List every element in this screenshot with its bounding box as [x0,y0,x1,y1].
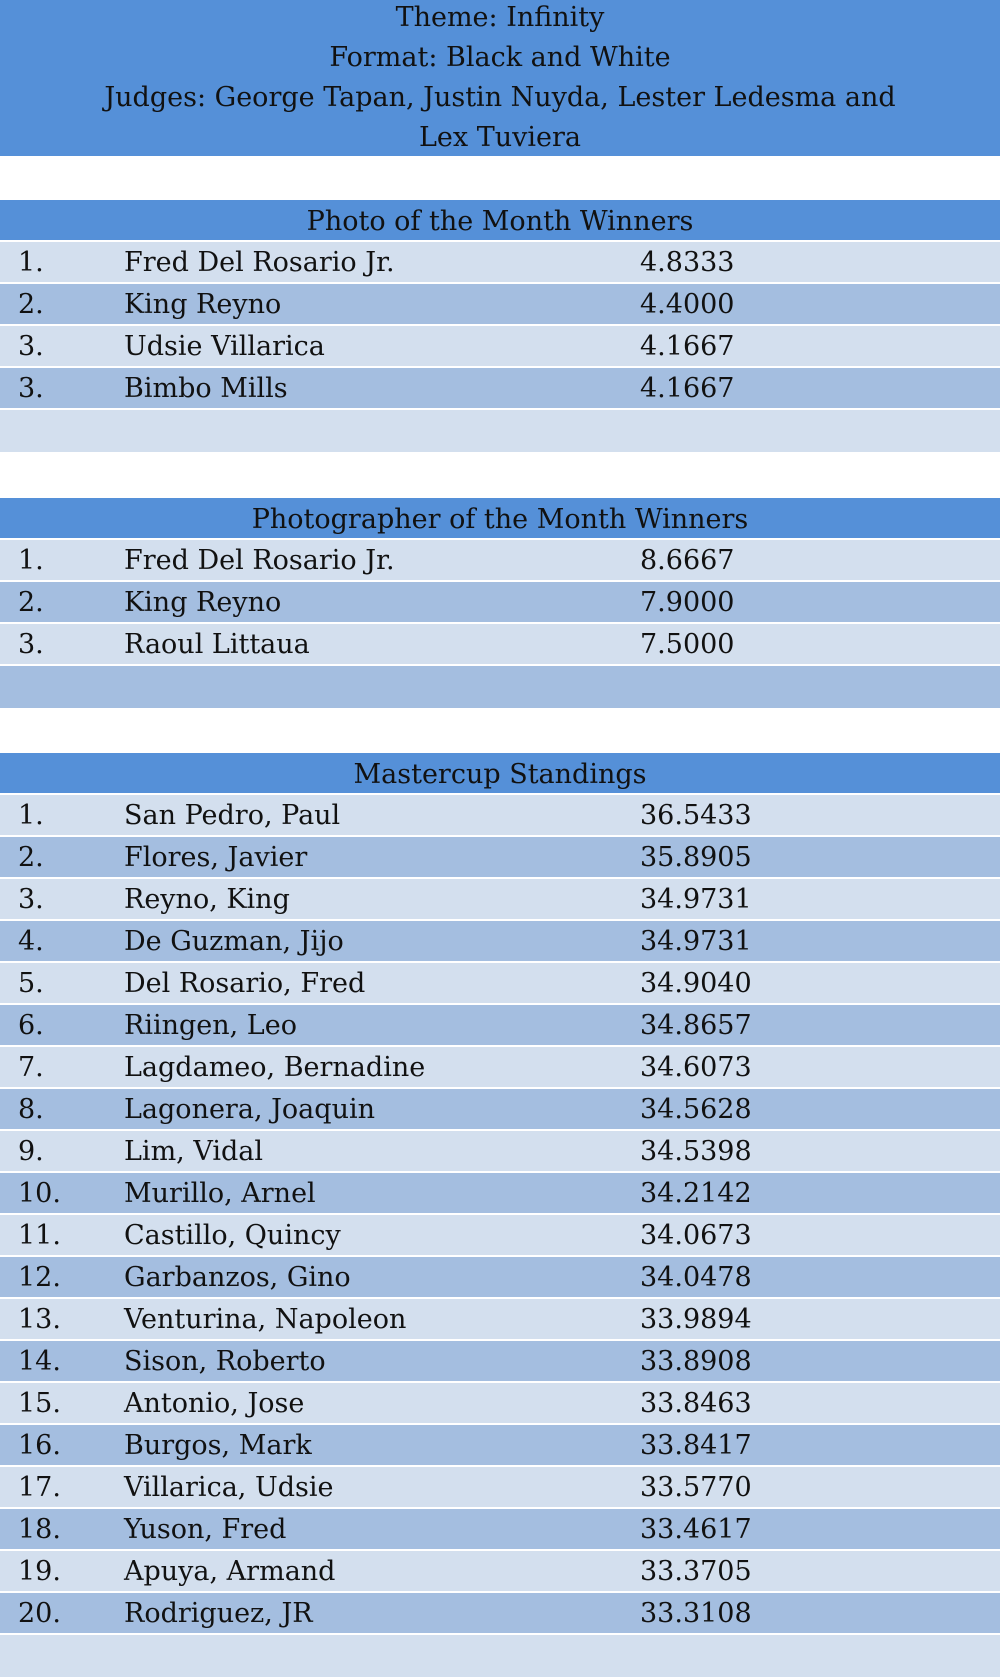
photographer-of-month-title: Photographer of the Month Winners [0,498,1000,540]
rank-cell: 1. [18,545,44,576]
table-row [0,368,1000,410]
name-cell: Yuson, Fred [124,1514,287,1545]
mastercup-rows [0,795,1000,1635]
rank-cell: 19. [18,1556,61,1587]
name-cell: Garbanzos, Gino [124,1262,351,1293]
table-row [0,1341,1000,1383]
rank-cell: 3. [18,331,44,362]
table-row [0,963,1000,1005]
table-row [0,1173,1000,1215]
score-cell: 33.4617 [640,1514,752,1545]
table-row [0,1299,1000,1341]
rank-cell: 18. [18,1514,61,1545]
score-cell: 4.1667 [640,331,735,362]
photo-of-month-title: Photo of the Month Winners [0,200,1000,242]
rank-cell: 1. [18,800,44,831]
name-cell: Sison, Roberto [124,1346,326,1377]
score-cell: 34.2142 [640,1178,752,1209]
score-cell: 34.8657 [640,1010,752,1041]
table-filler-row [0,410,1000,452]
rank-cell: 12. [18,1262,61,1293]
name-cell: Lim, Vidal [124,1136,264,1167]
score-cell: 33.3108 [640,1598,752,1629]
mastercup-table [0,753,1000,1677]
score-cell: 34.5398 [640,1136,752,1167]
name-cell: Fred Del Rosario Jr. [124,545,395,576]
score-cell: 33.8417 [640,1430,752,1461]
table-row [0,921,1000,963]
table-row [0,1593,1000,1635]
table-row [0,1005,1000,1047]
table-row [0,837,1000,879]
rank-cell: 8. [18,1094,44,1125]
score-cell: 33.5770 [640,1472,752,1503]
photo-of-month-rows [0,242,1000,410]
rank-cell: 1. [18,247,44,278]
score-cell: 7.9000 [640,587,735,618]
photographer-of-month-table [0,498,1000,708]
rank-cell: 3. [18,884,44,915]
name-cell: King Reyno [124,289,282,320]
score-cell: 36.5433 [640,800,752,831]
score-cell: 34.9040 [640,968,752,999]
spacer [0,452,1000,498]
table-row [0,1467,1000,1509]
name-cell: Raoul Littaua [124,629,310,660]
score-cell: 34.0673 [640,1220,752,1251]
rank-cell: 16. [18,1430,61,1461]
name-cell: San Pedro, Paul [124,800,341,831]
format-line: Format: Black and White [329,42,671,73]
name-cell: Murillo, Arnel [124,1178,316,1209]
score-cell: 34.5628 [640,1094,752,1125]
score-cell: 34.0478 [640,1262,752,1293]
score-cell: 34.6073 [640,1052,752,1083]
score-cell: 34.9731 [640,926,752,957]
rank-cell: 4. [18,926,44,957]
score-cell: 33.8908 [640,1346,752,1377]
rank-cell: 11. [18,1220,61,1251]
score-cell: 33.8463 [640,1388,752,1419]
name-cell: Villarica, Udsie [124,1472,334,1503]
photographer-of-month-rows [0,540,1000,666]
table-row [0,1551,1000,1593]
rank-cell: 3. [18,373,44,404]
rank-cell: 20. [18,1598,61,1629]
rank-cell: 15. [18,1388,61,1419]
spacer [0,156,1000,200]
spacer [0,708,1000,753]
rank-cell: 3. [18,629,44,660]
rank-cell: 7. [18,1052,44,1083]
name-cell: Fred Del Rosario Jr. [124,247,395,278]
rank-cell: 2. [18,587,44,618]
judges-line-2: Lex Tuviera [419,122,581,153]
name-cell: De Guzman, Jijo [124,926,344,957]
name-cell: Burgos, Mark [124,1430,312,1461]
name-cell: Castillo, Quincy [124,1220,341,1251]
table-row [0,879,1000,921]
name-cell: Antonio, Jose [124,1388,305,1419]
judges-line-1: Judges: George Tapan, Justin Nuyda, Lester Ledesma and [104,82,896,113]
table-row [0,1131,1000,1173]
contest-header [0,0,1000,156]
table-filler-row [0,1635,1000,1677]
rank-cell: 2. [18,289,44,320]
rank-cell: 10. [18,1178,61,1209]
score-cell: 4.4000 [640,289,735,320]
name-cell: Bimbo Mills [124,373,288,404]
table-row [0,1509,1000,1551]
rank-cell: 14. [18,1346,61,1377]
score-cell: 33.9894 [640,1304,752,1335]
table-row [0,1215,1000,1257]
table-row [0,1047,1000,1089]
name-cell: Del Rosario, Fred [124,968,366,999]
table-row [0,624,1000,666]
mastercup-title: Mastercup Standings [0,753,1000,795]
name-cell: Reyno, King [124,884,290,915]
name-cell: Udsie Villarica [124,331,325,362]
score-cell: 8.6667 [640,545,735,576]
score-cell: 7.5000 [640,629,735,660]
name-cell: Lagdameo, Bernadine [124,1052,426,1083]
score-cell: 35.8905 [640,842,752,873]
table-filler-row [0,666,1000,708]
rank-cell: 17. [18,1472,61,1503]
table-row [0,242,1000,284]
rank-cell: 9. [18,1136,44,1167]
name-cell: Riingen, Leo [124,1010,297,1041]
rank-cell: 13. [18,1304,61,1335]
table-row [0,1425,1000,1467]
table-row [0,795,1000,837]
theme-line: Theme: Infinity [395,2,605,33]
table-row [0,540,1000,582]
score-cell: 4.1667 [640,373,735,404]
table-row [0,326,1000,368]
name-cell: Apuya, Armand [124,1556,336,1587]
score-cell: 33.3705 [640,1556,752,1587]
rank-cell: 2. [18,842,44,873]
name-cell: Rodriguez, JR [124,1598,313,1629]
score-cell: 34.9731 [640,884,752,915]
rank-cell: 6. [18,1010,44,1041]
name-cell: Lagonera, Joaquin [124,1094,375,1125]
rank-cell: 5. [18,968,44,999]
name-cell: Flores, Javier [124,842,308,873]
name-cell: King Reyno [124,587,282,618]
table-row [0,1257,1000,1299]
name-cell: Venturina, Napoleon [124,1304,407,1335]
table-row [0,1383,1000,1425]
photo-of-month-table [0,200,1000,452]
table-row [0,582,1000,624]
table-row [0,284,1000,326]
score-cell: 4.8333 [640,247,735,278]
table-row [0,1089,1000,1131]
